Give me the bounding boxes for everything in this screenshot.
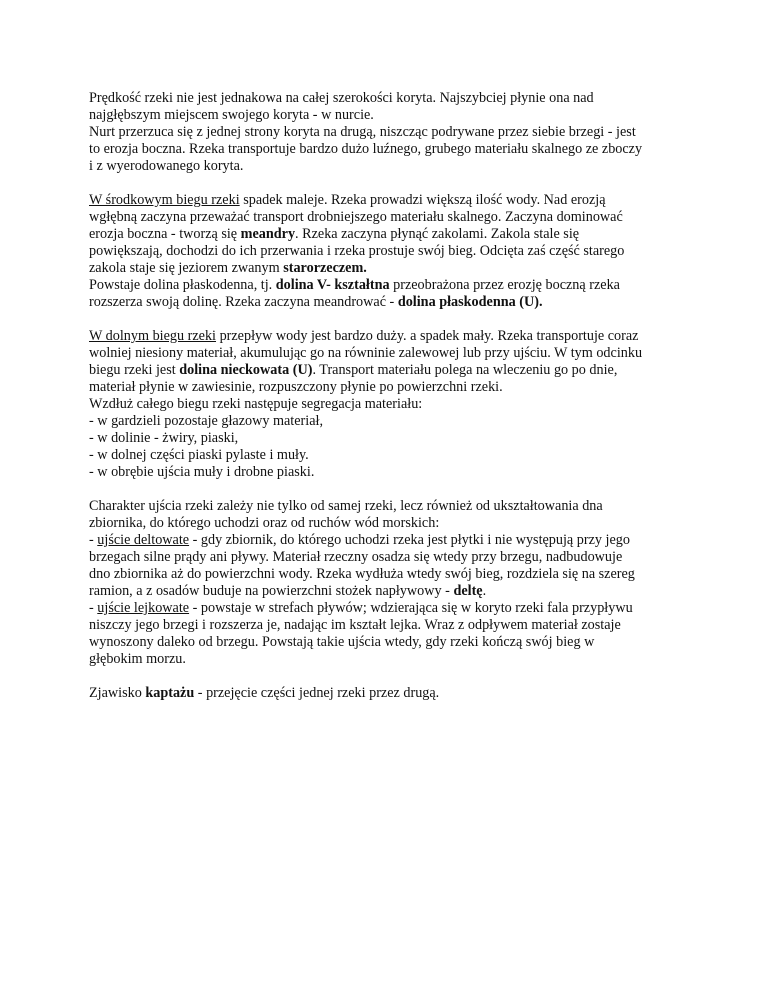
list-item: - w dolinie - żwiry, piaski, [89,430,239,446]
text-line: Charakter ujścia rzeki zależy nie tylko od samej rzeki, lecz również od ukształtowania dna [89,498,603,514]
text-line: wgłębną zaczyna przeważać transport drobniejszego materiału skalnego. Zaczyna dominować [89,209,623,225]
text-line: - ujście deltowate - gdy zbiornik, do którego uchodzi rzeka jest płytki i nie występują przy jego [89,532,630,548]
text-line: głębokim morzu. [89,651,186,667]
paragraph-current [89,90,689,175]
term-starorzecze: starorzeczem. [283,260,367,276]
paragraph-lower-course [89,328,689,481]
term-delta: deltę [453,583,483,599]
list-item: - w gardzieli pozostaje głazowy materiał, [89,413,323,429]
text-line: najgłębszym miejscem swojego koryta - w nurcie. [89,107,374,123]
text-line: to erozja boczna. Rzeka transportuje bardzo dużo luźnego, grubego materiału skalnego ze zboczy [89,141,643,157]
text-line: - ujście lejkowate - powstaje w strefach pływów; wdzierająca się w koryto rzeki fala przypływu [89,600,633,616]
term-ujscie-lejkowate: ujście lejkowate [97,600,190,616]
paragraph-middle-course [89,192,689,311]
text-line: Zjawisko kaptażu - przejęcie części jednej rzeki przez drugą. [89,685,440,701]
text-line: materiał płynie w zawiesinie, rozpuszczony płynie po powierzchni rzeki. [89,379,503,395]
term-dolina-u: dolina płaskodenna (U). [397,294,543,310]
text-line: ramion, a z osadów buduje na powierzchni stożek napływowy - deltę. [89,583,487,599]
text-line: rozszerza swoją dolinę. Rzeka zaczyna meandrować - dolina płaskodenna (U). [89,294,543,310]
text-line: niszczy jego brzegi i rozszerza je, nadając im kształt lejka. Wraz z odpływem materiał zostaje [89,617,621,633]
paragraph-capture [89,685,689,702]
term-kaptaz: kaptażu [145,685,195,701]
paragraph-river-mouth [89,498,689,668]
text-line: zakola staje się jeziorem zwanym starorzeczem. [89,260,367,276]
text-line: Prędkość rzeki nie jest jednakowa na całej szerokości koryta. Najszybciej płynie ona nad [89,90,594,106]
text-line: biegu rzeki jest dolina nieckowata (U). Transport materiału polega na wleczeniu go po dnie, [89,362,618,378]
term-ujscie-deltowate: ujście deltowate [97,532,190,548]
text-line: wynoszony daleko od brzegu. Powstają takie ujścia wtedy, gdy rzeki kończą swój bieg w [89,634,595,650]
text-line: W dolnym biegu rzeki przepływ wody jest bardzo duży. a spadek mały. Rzeka transportuje coraz [89,328,639,344]
term-dolina-nieckowata: dolina nieckowata (U) [179,362,313,378]
text-line: brzegach silne prądy ani pływy. Materiał rzeczny osadza się wtedy przy brzegu, nadbudowuje [89,549,623,565]
term-dolina-v: dolina V- kształtna [275,277,390,293]
text-line: Nurt przerzuca się z jednej strony koryta na drugą, niszcząc podrywane przez siebie brzegi - jest [89,124,636,140]
text-line: W środkowym biegu rzeki spadek maleje. Rzeka prowadzi większą ilość wody. Nad erozją [89,192,606,208]
text-line: i z wyerodowanego koryta. [89,158,244,174]
text-line: powiększają, dochodzi do ich przerwania i rzeka prostuje swój bieg. Odcięta zaś część starego [89,243,625,259]
text-line: Wzdłuż całego biegu rzeki następuje segregacja materiału: [89,396,423,412]
text-line: dno zbiornika aż do powierzchni wody. Rzeka wydłuża wtedy swój bieg, rozdziela się na szereg [89,566,635,582]
text-line: zbiornika, do którego uchodzi oraz od ruchów wód morskich: [89,515,440,531]
section-heading-lower-course: W dolnym biegu rzeki [89,328,217,344]
document-page [89,90,689,702]
term-meandry: meandry [240,226,296,242]
text-line: Powstaje dolina płaskodenna, tj. dolina V- kształtna przeobrażona przez erozję boczną rzeka [89,277,620,293]
list-item: - w dolnej części piaski pylaste i muły. [89,447,309,463]
list-item: - w obrębie ujścia muły i drobne piaski. [89,464,315,480]
section-heading-middle-course: W środkowym biegu rzeki [89,192,240,208]
text-line: wolniej niesiony materiał, akumulując go na równinie zalewowej lub przy ujściu. W tym odcinku [89,345,643,361]
text-line: erozja boczna - tworzą się meandry. Rzeka zaczyna płynąć zakolami. Zakola stale się [89,226,580,242]
